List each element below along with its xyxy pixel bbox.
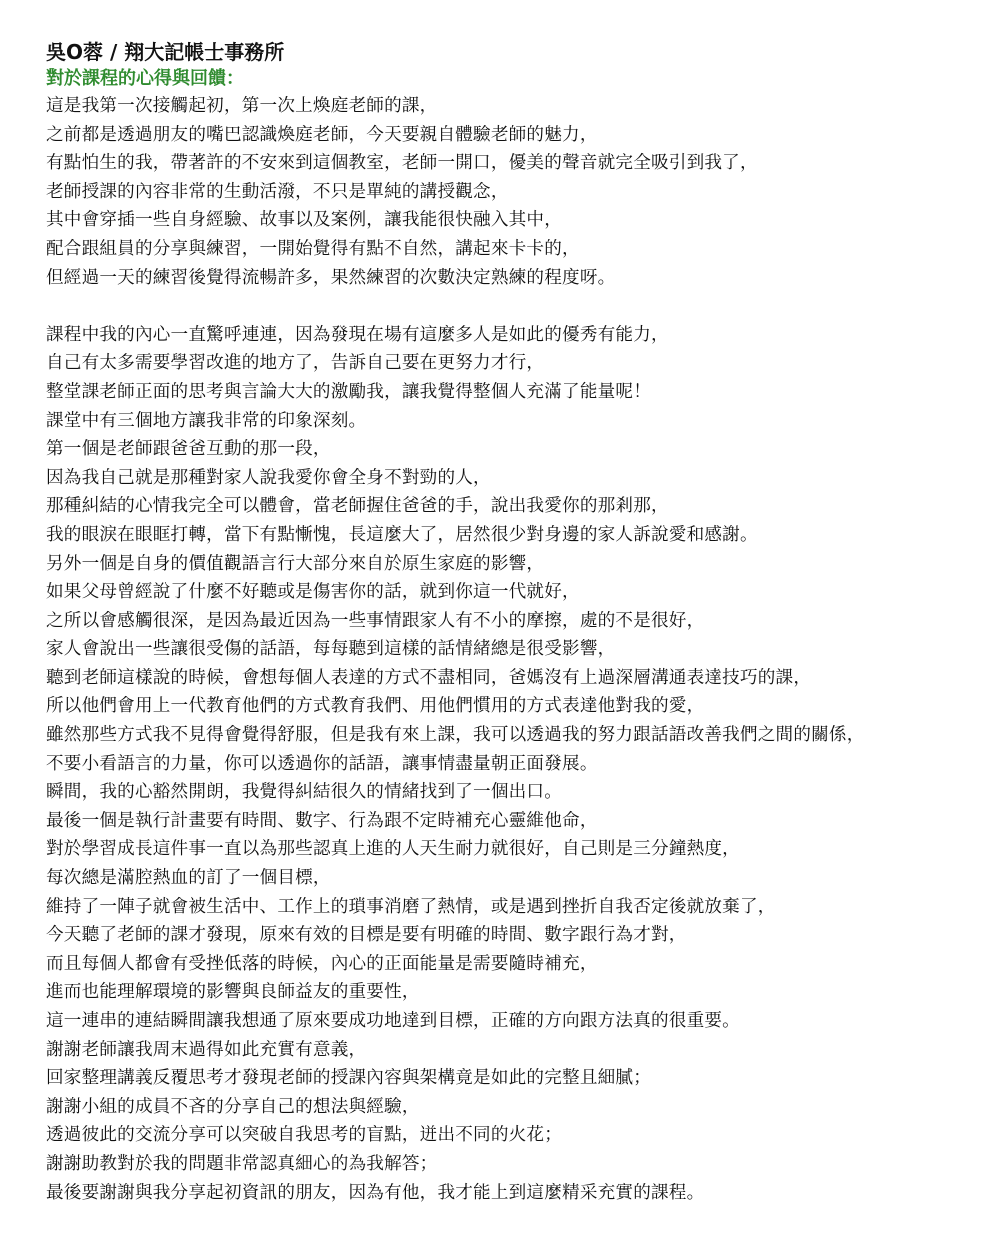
text-line: 每次總是滿腔熱血的訂了一個目標， [46, 868, 331, 889]
paragraph-spacer [46, 292, 986, 321]
text-line: 整堂課老師正面的思考與言論大大的激勵我，讓我覺得整個人充滿了能量呢！ [46, 381, 651, 402]
section-title: 對於課程的心得與回饋： [46, 68, 244, 89]
text-line: 最後一個是執行計畫要有時間、數字、行為跟不定時補充心靈維他命， [46, 810, 598, 831]
text-line: 這是我第一次接觸起初，第一次上煥庭老師的課， [46, 96, 438, 116]
text-line: 配合跟組員的分享與練習，一開始覺得有點不自然，講起來卡卡的， [46, 238, 580, 259]
text-line: 自己有太多需要學習改進的地方了，告訴自己要在更努力才行， [46, 353, 545, 374]
text-line: 對於學習成長這件事一直以為那些認真上進的人天生耐力就很好，自己則是三分鐘熱度， [46, 839, 740, 860]
text-line: 第一個是老師跟爸爸互動的那一段， [46, 439, 331, 460]
text-line: 我的眼淚在眼眶打轉，當下有點慚愧，長這麼大了，居然很少對身邊的家人訴說愛和感謝。 [46, 524, 758, 545]
paragraph-2 [46, 321, 986, 1207]
text-line: 謝謝老師讓我周末過得如此充實有意義， [46, 1039, 367, 1060]
text-line: 有點怕生的我，帶著許的不安來到這個教室，老師一開口，優美的聲音就完全吸引到我了， [46, 153, 758, 174]
text-line: 雖然那些方式我不見得會覺得舒服，但是我有來上課，我可以透過我的努力跟話語改善我們之間的關係， [46, 725, 865, 746]
text-line: 維持了一陣子就會被生活中、工作上的瑣事消磨了熱情，或是遇到挫折自我否定後就放棄了， [46, 896, 776, 917]
text-line: 謝謝小組的成員不吝的分享自己的想法與經驗， [46, 1096, 420, 1117]
text-line: 之前都是透過朋友的嘴巴認識煥庭老師，今天要親自體驗老師的魅力， [46, 124, 598, 145]
text-line: 不要小看語言的力量，你可以透過你的話語，讓事情盡量朝正面發展。 [46, 753, 598, 774]
text-line: 如果父母曾經說了什麼不好聽或是傷害你的話，就到你這一代就好， [46, 582, 580, 603]
text-line: 其中會穿插一些自身經驗、故事以及案例，讓我能很快融入其中， [46, 210, 563, 231]
text-line: 因為我自己就是那種對家人說我愛你會全身不對勁的人， [46, 467, 491, 488]
text-line: 最後要謝謝與我分享起初資訊的朋友，因為有他，我才能上到這麼精采充實的課程。 [46, 1182, 705, 1203]
document-body [46, 38, 986, 1207]
text-line: 進而也能理解環境的影響與良師益友的重要性， [46, 982, 420, 1003]
text-line: 回家整理講義反覆思考才發現老師的授課內容與架構竟是如此的完整且細膩； [46, 1068, 651, 1089]
text-line: 老師授課的內容非常的生動活潑，不只是單純的講授觀念， [46, 181, 509, 202]
text-line: 課堂中有三個地方讓我非常的印象深刻。 [46, 410, 367, 431]
text-line: 這一連串的連結瞬間讓我想通了原來要成功地達到目標，正確的方向跟方法真的很重要。 [46, 1011, 740, 1031]
text-line: 家人會說出一些讓很受傷的話語，每每聽到這樣的話情緒總是很受影響， [46, 639, 616, 660]
text-line: 瞬間，我的心豁然開朗，我覺得糾結很久的情緒找到了一個出口。 [46, 782, 563, 803]
text-line: 今天聽了老師的課才發現，原來有效的目標是要有明確的時間、數字跟行為才對， [46, 925, 687, 946]
text-line: 另外一個是自身的價值觀語言行大部分來自於原生家庭的影響， [46, 553, 545, 574]
paragraph-1 [46, 92, 986, 292]
text-line: 之所以會感觸很深，是因為最近因為一些事情跟家人有不小的摩擦，處的不是很好， [46, 610, 705, 631]
text-line: 聽到老師這樣說的時候，會想每個人表達的方式不盡相同，爸媽沒有上過深層溝通表達技巧的課， [46, 667, 812, 688]
text-line: 謝謝助教對於我的問題非常認真細心的為我解答； [46, 1153, 438, 1174]
text-line: 透過彼此的交流分享可以突破自我思考的盲點，迸出不同的火花； [46, 1125, 563, 1146]
text-line: 課程中我的內心一直驚呼連連，因為發現在場有這麼多人是如此的優秀有能力， [46, 324, 669, 345]
author-line: 吳O蓉 / 翔大記帳士事務所 [46, 40, 285, 64]
text-line: 但經過一天的練習後覺得流暢許多，果然練習的次數決定熟練的程度呀。 [46, 267, 616, 288]
text-line: 所以他們會用上一代教育他們的方式教育我們、用他們慣用的方式表達他對我的愛， [46, 696, 705, 717]
text-line: 而且每個人都會有受挫低落的時候，內心的正面能量是需要隨時補充， [46, 953, 598, 974]
text-line: 那種糾結的心情我完全可以體會，當老師握住爸爸的手，說出我愛你的那剎那， [46, 496, 669, 517]
